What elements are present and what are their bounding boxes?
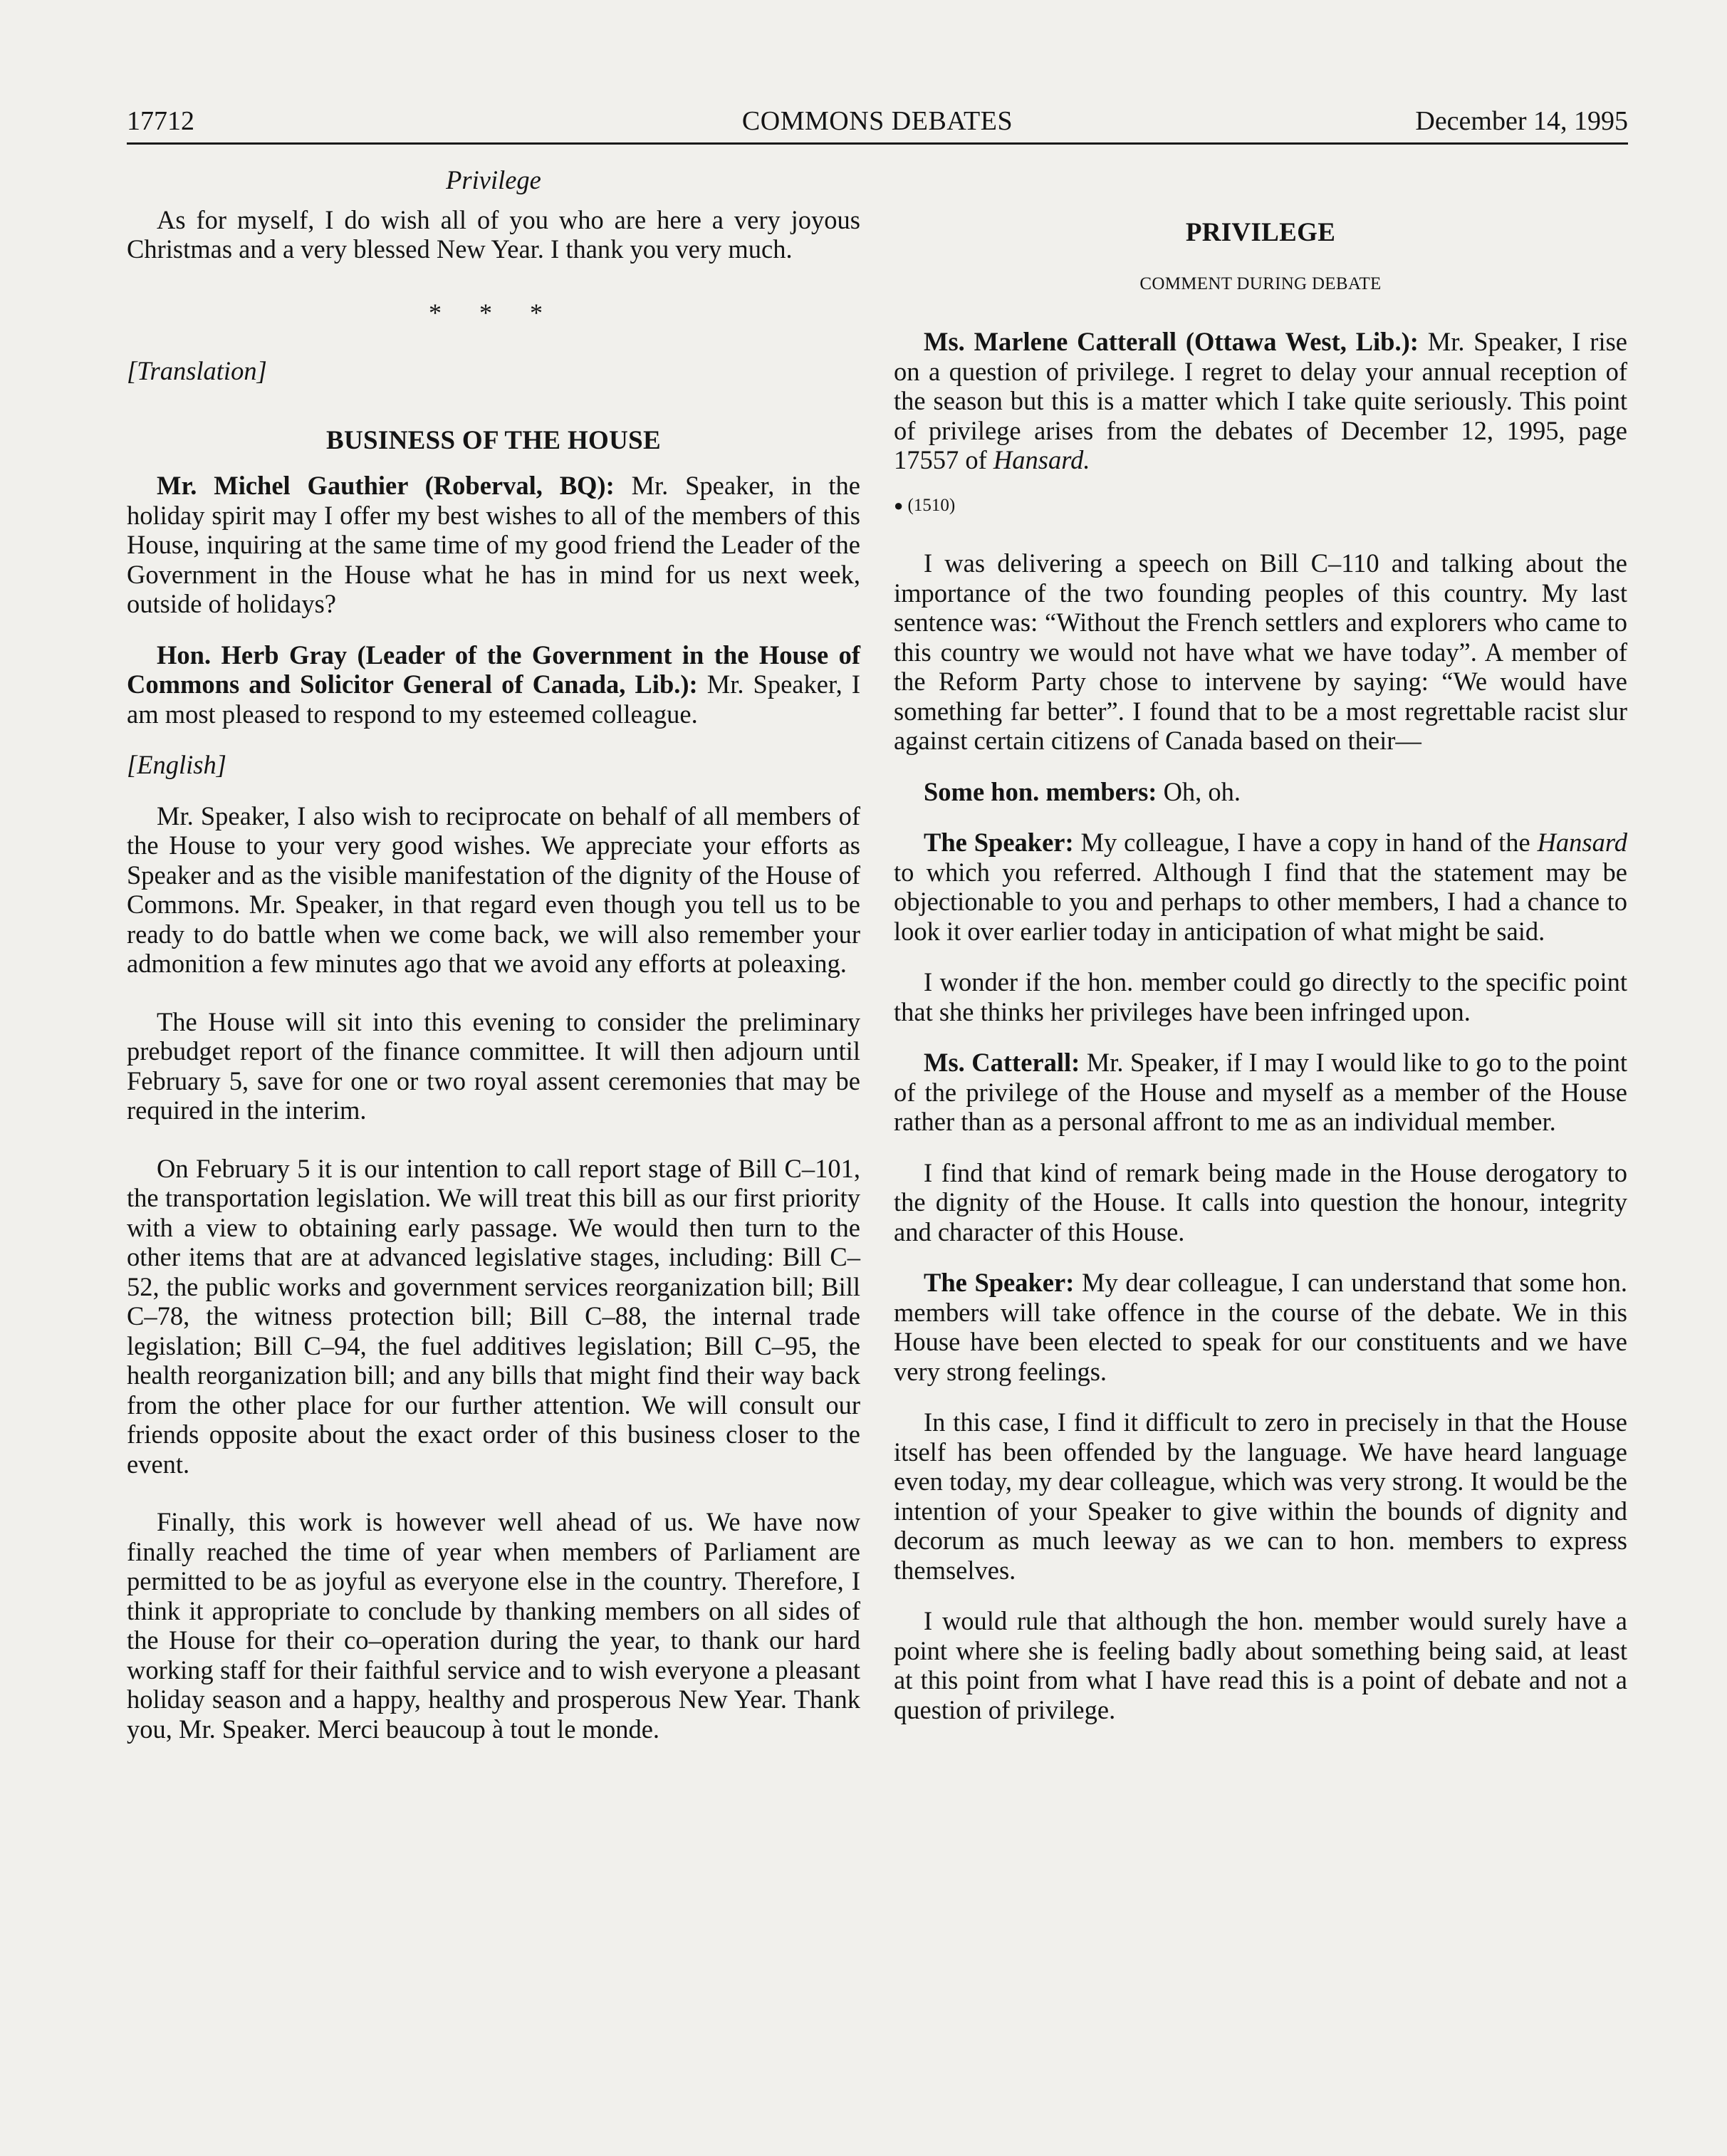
section-title-business: BUSINESS OF THE HOUSE [326, 425, 661, 455]
statement-members [894, 777, 1627, 807]
statement-text: Mr. Speaker, in the holiday spirit may I offer my best wishes to all of the members of this House, inquiring at the same time of my good friend the Leader of the Government in the House what he has in mind for us next week, outside of holidays? [127, 471, 860, 618]
subsection-title: COMMENT DURING DEBATE [1139, 274, 1382, 293]
speaker-name: Ms. Catterall: [924, 1048, 1080, 1077]
paragraph-opening: As for myself, I do wish all of you who are here a very joyous Christmas and a very blessed New Year. I thank you very much. [127, 204, 860, 264]
right-column [894, 165, 1627, 1724]
speaker-name: The Speaker: [924, 828, 1074, 857]
running-head: Privilege [446, 165, 541, 194]
paragraph-delivering: I was delivering a speech on Bill C–110 and talking about the importance of the two founding peoples of this country. My last sentence was: “Without the French settlers and explorers who came to this country we would not have what we have today”. A member of the Reform Party chose to intervene by saying: “We would have something far better”. I found that to be a most regrettable racist slur against certain citizens of Canada based on their— [894, 548, 1627, 755]
bullet-icon: ● [894, 496, 904, 514]
publication-date: December 14, 1995 [1415, 106, 1628, 136]
statement-catterall [894, 327, 1627, 475]
section-title-privilege: PRIVILEGE [1185, 218, 1336, 247]
header-rule [127, 142, 1628, 145]
paragraph-wonder: I wonder if the hon. member could go directly to the specific point that she thinks her privileges have been infringed upon. [894, 967, 1627, 1026]
left-column [127, 165, 860, 1744]
hansard-reference: Hansard. [993, 445, 1090, 474]
paragraph-reciprocate: Mr. Speaker, I also wish to reciprocate on behalf of all members of the House to your very good wishes. We appreciate your efforts as Speaker and as the visible manifestation of the dignity of the House of Commons. Mr. Speaker, in that regard even though you tell us to be ready to do battle when we come back, we will also remember your admonition a few minutes ago that we avoid any efforts at poleaxing. [127, 801, 860, 978]
statement-text: to which you referred. Although I find that the statement may be objectionable to you and perhaps to other members, I had a chance to look it over earlier today in anticipation of what might be said. [894, 857, 1627, 946]
publication-title: COMMONS DEBATES [741, 106, 1013, 136]
hansard-reference: Hansard [1537, 828, 1627, 857]
statement-speaker-1 [894, 828, 1627, 946]
statement-gray [127, 640, 860, 729]
statement-text: My dear colleague, I can understand that some hon. members will take offence in the course of the debate. We in this House have been elected to speak for our constituents and we have very strong feelings. [894, 1268, 1628, 1386]
speaker-name: Hon. Herb Gray (Leader of the Government in the House of Commons and Solicitor General of Canada, Lib.): [127, 640, 860, 699]
statement-text: Mr. Speaker, I rise on a question of privilege. I regret to delay your annual reception of the season but this is a matter which I take quite seriously. This point of privilege arises from the debates of December 12, 1995, page 17557 of [894, 327, 1627, 474]
statement-catterall-2 [894, 1048, 1627, 1137]
page-number: 17712 [127, 106, 194, 136]
separator: * * * [429, 298, 558, 327]
timestamp [894, 491, 1627, 521]
paragraph-sit: The House will sit into this evening to consider the preliminary prebudget report of the finance committee. It will then adjourn until February 5, save for one or two royal assent ceremonies that may be required in the interim. [127, 1006, 860, 1125]
english-note: [English] [127, 750, 226, 779]
statement-text: Mr. Speaker, I am most pleased to respond to my esteemed colleague. [127, 670, 860, 729]
statement-gauthier [127, 471, 860, 619]
timestamp-value: (1510) [907, 495, 956, 515]
translation-note: [Translation] [127, 356, 267, 385]
paragraph-find: I find that kind of remark being made in the House derogatory to the dignity of the House. It calls into question the honour, integrity and character of this House. [894, 1157, 1627, 1246]
speaker-name: Some hon. members: [924, 776, 1157, 806]
page-header [127, 100, 1628, 140]
statement-text: My colleague, I have a copy in hand of the [1073, 828, 1538, 857]
paragraph-february: On February 5 it is our intention to call report stage of Bill C–101, the transportation legislation. We will treat this bill as our first priority with a view to obtaining early passage. We would then turn to the other items that are at advanced legislative stages, including: Bill C–52, the public works and government services reorganization bill; Bill C–78, the witness protection bill; Bill C–88, the internal trade legislation; Bill C–94, the fuel additives legislation; Bill C–95, the health reorganization bill; and any bills that might find their way back from the other place for our further attention. We will consult our friends opposite about the exact order of this business closer to the event. [127, 1153, 860, 1479]
paragraph-rule: I would rule that although the hon. member would surely have a point where she is feeling badly about something being said, at least at this point from what I have read this is a point of debate and not a question of privilege. [894, 1606, 1627, 1724]
statement-text: Oh, oh. [1157, 776, 1241, 806]
speaker-name: Mr. Michel Gauthier (Roberval, BQ): [157, 471, 615, 500]
paragraph-this-case: In this case, I find it difficult to zero in precisely in that the House itself has been offended by the language. We have heard language even today, my dear colleague, which was very strong. It would be the intention of your Speaker to give within the bounds of dignity and decorum as much leeway as we can to hon. members to express themselves. [894, 1407, 1627, 1585]
paragraph-finally: Finally, this work is however well ahead of us. We have now finally reached the time of year when members of Parliament are permitted to be as joyful as everyone else in the country. Therefore, I think it appropriate to conclude by thanking members on all sides of the House for their co–operation during the year, to thank our hard working staff for their faithful service and to wish everyone a pleasant holiday season and a happy, healthy and prosperous New Year. Thank you, Mr. Speaker. Merci beaucoup à tout le monde. [127, 1507, 860, 1744]
speaker-name: Ms. Marlene Catterall (Ottawa West, Lib.): [924, 327, 1419, 356]
statement-text: Mr. Speaker, if I may I would like to go to the point of the privilege of the House and myself as a member of the House rather than as a personal affront to me as an individual member. [894, 1048, 1627, 1136]
statement-speaker-2 [894, 1268, 1627, 1386]
speaker-name: The Speaker: [924, 1268, 1075, 1297]
